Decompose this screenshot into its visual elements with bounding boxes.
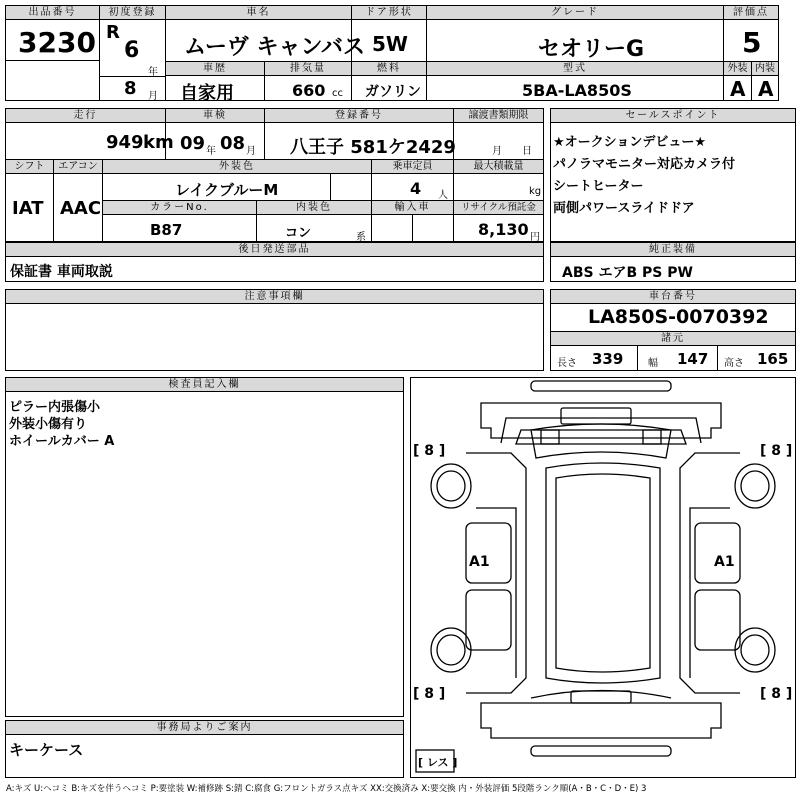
- transfer-day-unit: 日: [522, 146, 532, 157]
- width: 147: [677, 350, 709, 368]
- imported-header: 輸入車: [372, 201, 453, 215]
- kg-unit: kg: [529, 186, 542, 197]
- capacity-header: 乗車定員: [372, 160, 453, 174]
- color-no-header: カラーNo.: [103, 201, 256, 215]
- sales-point-4: 両側パワースライドドア: [553, 201, 695, 216]
- interior-header: 内装: [752, 62, 778, 76]
- chassis-header: 車台番号: [551, 290, 795, 304]
- registration-header: 登録番号: [265, 109, 453, 123]
- spare-tire-label: [ レス ]: [418, 756, 458, 769]
- lot-no-header: 出品番号: [6, 6, 99, 20]
- interior-color: コン: [285, 226, 312, 241]
- exterior-score: A: [730, 77, 746, 101]
- lot-number: 3230: [18, 26, 96, 59]
- first-reg-month: 8: [124, 78, 137, 99]
- inspector-header: 検査員記入欄: [6, 378, 403, 392]
- width-label: 幅: [648, 358, 658, 369]
- transfer-date-header: 譲渡書類期限: [454, 109, 543, 123]
- sales-point-3: シートヒーター: [553, 179, 644, 194]
- height-label: 高さ: [724, 358, 744, 369]
- standard-equipment-header: 純正装備: [551, 243, 795, 257]
- tire-label-front-left: [ 8 ]: [413, 443, 446, 459]
- damage-mark-right: A1: [714, 554, 735, 570]
- recycle-amount: 8,130: [478, 220, 529, 239]
- exterior-color: レイクブルーM: [175, 181, 279, 199]
- year-unit: 年: [148, 67, 158, 78]
- first-reg-year: 6: [124, 38, 140, 63]
- inspection-month-unit: 月: [246, 146, 256, 157]
- color-no: B87: [150, 221, 183, 239]
- office-header: 事務局よりご案内: [6, 721, 403, 735]
- height: 165: [757, 350, 789, 368]
- km-unit: km: [143, 132, 174, 153]
- interior-score: A: [758, 77, 774, 101]
- door-type-header: ドア形状: [352, 6, 426, 20]
- tire-label-rear-right: [ 8 ]: [760, 686, 793, 702]
- vehicle-details-section: [5, 108, 544, 242]
- persons-unit: 人: [438, 190, 448, 201]
- recycle-header: リサイクル預託金: [454, 201, 543, 215]
- tire-label-rear-left: [ 8 ]: [413, 686, 446, 702]
- displacement: 660: [292, 81, 326, 100]
- exterior-header: 外装: [724, 62, 751, 76]
- model-code: 5BA-LA850S: [522, 81, 632, 100]
- chassis-number: LA850S-0070392: [588, 306, 769, 328]
- car-name-header: 車名: [166, 6, 351, 20]
- inspection-year-unit: 年: [206, 146, 216, 157]
- transfer-month-unit: 月: [492, 146, 502, 157]
- kei-unit: 系: [356, 232, 366, 243]
- mileage: 949: [106, 132, 144, 153]
- car-diagram-section: [410, 377, 796, 778]
- shift: IAT: [12, 198, 44, 219]
- max-load-header: 最大積載量: [454, 160, 543, 174]
- car-diagram: [411, 378, 795, 777]
- month-unit: 月: [148, 91, 158, 102]
- sales-point-1: ★オークションデビュー★: [553, 135, 707, 150]
- inspection-year: 09: [180, 133, 206, 154]
- displacement-header: 排気量: [265, 62, 351, 76]
- score-header: 評価点: [724, 6, 778, 20]
- later-parts: 保証書 車両取説: [10, 264, 113, 280]
- first-reg-header: 初度登録: [100, 6, 165, 20]
- length-label: 長さ: [557, 358, 577, 369]
- aircon: AAC: [60, 198, 102, 219]
- later-parts-header: 後日発送部品: [6, 243, 543, 257]
- office-note: キーケース: [9, 741, 84, 759]
- cc-unit: cc: [332, 88, 343, 99]
- inspector-note-3: ホイールカバー A: [9, 434, 115, 449]
- aircon-header: エアコン: [54, 160, 102, 174]
- mileage-header: 走行: [6, 109, 165, 123]
- specs-header: 諸元: [551, 332, 795, 346]
- inspection-month: 08: [220, 133, 246, 154]
- capacity: 4: [410, 179, 422, 198]
- sales-point-2: パノラマモニター対応カメラ付: [553, 157, 736, 172]
- history-header: 車歴: [166, 62, 264, 76]
- fuel: ガソリン: [365, 84, 421, 100]
- grade-header: グレード: [427, 6, 723, 20]
- sales-points-header: セールスポイント: [551, 109, 795, 123]
- score: 5: [742, 26, 762, 59]
- tire-label-front-right: [ 8 ]: [760, 443, 793, 459]
- door-type: 5W: [372, 32, 408, 56]
- interior-color-header: 内装色: [257, 201, 371, 215]
- inspector-note-2: 外装小傷有り: [9, 417, 88, 432]
- model-code-header: 型式: [427, 62, 723, 76]
- history: 自家用: [180, 83, 234, 104]
- length: 339: [592, 350, 624, 368]
- damage-mark-left: A1: [469, 554, 490, 570]
- inspector-note-1: ピラー内張傷小: [9, 400, 101, 415]
- inspection-header: 車検: [166, 109, 264, 123]
- shift-header: シフト: [6, 160, 53, 174]
- yen-unit: 円: [530, 232, 540, 243]
- car-name: ムーヴ キャンバス: [184, 35, 366, 60]
- standard-equipment: ABS エアB PS PW: [562, 265, 693, 281]
- notes-header: 注意事項欄: [6, 290, 543, 304]
- era-letter: R: [106, 22, 120, 43]
- registration-number: 八王子 581ケ2429: [290, 137, 456, 158]
- fuel-header: 燃料: [352, 62, 426, 76]
- damage-legend: A:キズ U:ヘコミ B:キズを伴うヘコミ P:要塗装 W:補修跡 S:錆 C:腐食 G:フロントガラス点キズ XX:交換済み X:要交換 内・外装評価 5段階ランク順(A・B・C・D・E) 3: [6, 784, 647, 794]
- grade: セオリーG: [538, 37, 645, 62]
- exterior-color-header: 外装色: [103, 160, 371, 174]
